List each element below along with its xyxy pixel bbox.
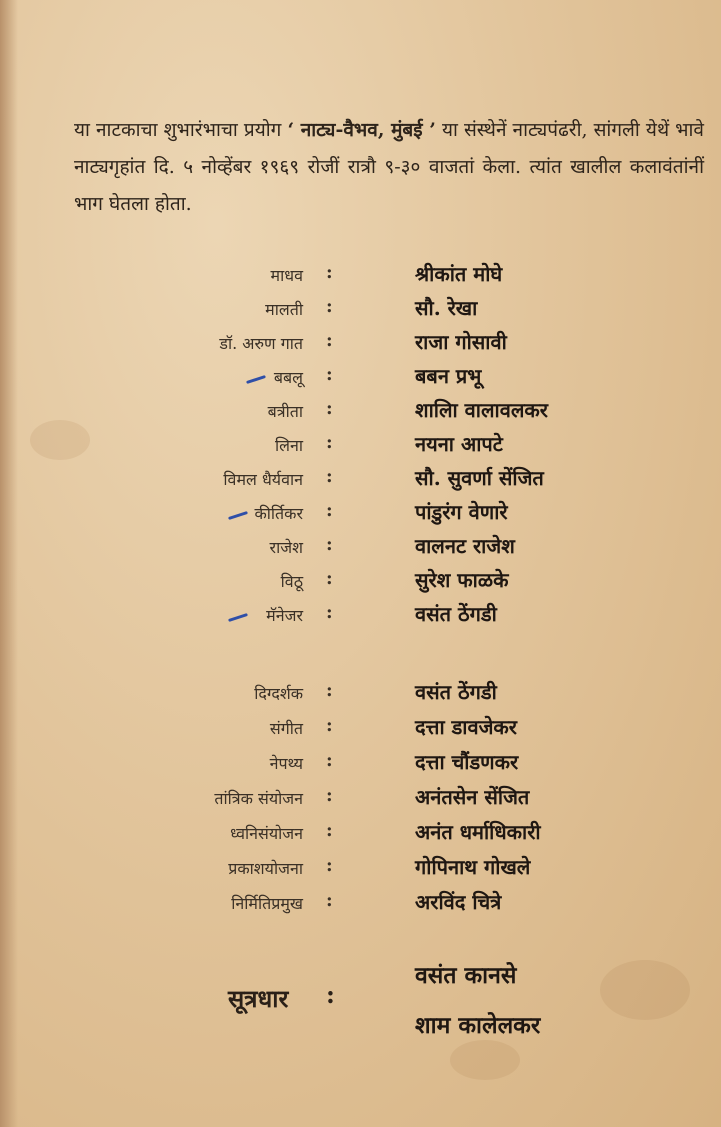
role-label: दिग्दर्शक <box>254 684 303 703</box>
actor-name: श्रीकांत मोघे <box>415 262 503 286</box>
pen-mark <box>228 511 248 520</box>
paper-stain <box>600 960 690 1020</box>
separator-colon: : <box>326 890 333 911</box>
crew-name: गोपिनाथ गोखले <box>415 855 531 879</box>
separator-colon: : <box>326 330 333 351</box>
sutradhar-label: सूत्रधार <box>228 984 289 1013</box>
role-label: मॅनेजर <box>266 606 303 625</box>
separator-colon: : <box>326 398 333 419</box>
role-label: लिना <box>274 436 303 455</box>
role-label: विठू <box>280 572 303 591</box>
separator-colon: : <box>326 750 333 771</box>
role-label: डॉ. अरुण गात <box>219 334 303 353</box>
separator-colon: : <box>326 980 335 1009</box>
intro-company-name: ‘ नाट्य-वैभव, मुंबई ’ <box>287 119 436 141</box>
role-label: बत्रीता <box>267 402 303 421</box>
cast-row <box>0 258 721 294</box>
cast-row <box>0 462 721 498</box>
crew-row <box>0 746 721 782</box>
separator-colon: : <box>326 568 333 589</box>
cast-row <box>0 564 721 600</box>
actor-name: राजा गोसावी <box>415 330 507 354</box>
role-label: विमल धैर्यवान <box>223 470 303 489</box>
actor-name: सौ. सुवर्णा सेंजित <box>415 466 544 490</box>
cast-row <box>0 428 721 464</box>
pen-mark <box>228 613 248 622</box>
separator-colon: : <box>326 680 333 701</box>
cast-row <box>0 360 721 396</box>
crew-name: वसंत ठेंगडी <box>415 680 497 704</box>
role-label: नेपथ्य <box>269 754 303 773</box>
actor-name: सुरेश फाळके <box>415 568 509 592</box>
crew-name: दत्ता चौंडणकर <box>415 750 519 774</box>
intro-text-part1: या नाटकाचा शुभारंभाचा प्रयोग <box>74 119 288 141</box>
sutradhar-name: वसंत कानसे <box>415 962 517 989</box>
separator-colon: : <box>326 534 333 555</box>
cast-row <box>0 496 721 532</box>
separator-colon: : <box>326 602 333 623</box>
role-label: तांत्रिक संयोजन <box>214 789 303 808</box>
actor-name: बबन प्रभू <box>415 364 482 388</box>
separator-colon: : <box>326 262 333 283</box>
role-label: ध्वनिसंयोजन <box>230 824 303 843</box>
crew-row <box>0 676 721 712</box>
separator-colon: : <box>326 715 333 736</box>
pen-mark <box>246 375 266 384</box>
role-label: संगीत <box>269 719 303 738</box>
separator-colon: : <box>326 296 333 317</box>
role-label: माधव <box>270 266 303 285</box>
crew-name: अनंत धर्माधिकारी <box>415 820 541 844</box>
cast-row <box>0 326 721 362</box>
crew-row <box>0 851 721 887</box>
crew-row <box>0 886 721 922</box>
actor-name: वसंत ठेंगडी <box>415 602 497 626</box>
separator-colon: : <box>326 364 333 385</box>
separator-colon: : <box>326 466 333 487</box>
separator-colon: : <box>326 432 333 453</box>
actor-name: सौ. रेखा <box>415 296 478 320</box>
actor-name: नयना आपटे <box>415 432 503 456</box>
role-label: निर्मितिप्रमुख <box>231 894 303 913</box>
separator-colon: : <box>326 820 333 841</box>
sutradhar-name: शाम कालेलकर <box>415 1012 541 1039</box>
actor-name: पांडुरंग वेणारे <box>415 500 508 524</box>
actor-name: वालनट राजेश <box>415 534 515 558</box>
role-label: मालती <box>265 300 303 319</box>
intro-paragraph <box>74 112 704 223</box>
role-label: बबलू <box>273 368 303 387</box>
crew-name: अनंतसेन सेंजित <box>415 785 530 809</box>
cast-row <box>0 598 721 634</box>
paper-stain <box>450 1040 520 1080</box>
crew-row <box>0 816 721 852</box>
crew-name: दत्ता डावजेकर <box>415 715 517 739</box>
separator-colon: : <box>326 500 333 521</box>
role-label: प्रकाशयोजना <box>228 859 303 878</box>
crew-name: अरविंद चित्रे <box>415 890 502 914</box>
role-label: कीर्तिकर <box>254 504 303 523</box>
separator-colon: : <box>326 855 333 876</box>
crew-row <box>0 711 721 747</box>
crew-row <box>0 781 721 817</box>
role-label: राजेश <box>269 538 303 557</box>
cast-row <box>0 394 721 430</box>
intro-text-part2: या संस्थेनें नाट्यपंढरी, सांगली येथें भावे नाट्यगृहांत दि. ५ नोव्हेंबर १९६९ रोजीं रात्रौ ९-३० वाजतां केला. त्यांत खालील कलावंतांनीं भाग घेतला होता. <box>74 119 704 215</box>
actor-name: शालिा वालावलकर <box>415 398 548 422</box>
cast-row <box>0 292 721 328</box>
cast-row <box>0 530 721 566</box>
separator-colon: : <box>326 785 333 806</box>
